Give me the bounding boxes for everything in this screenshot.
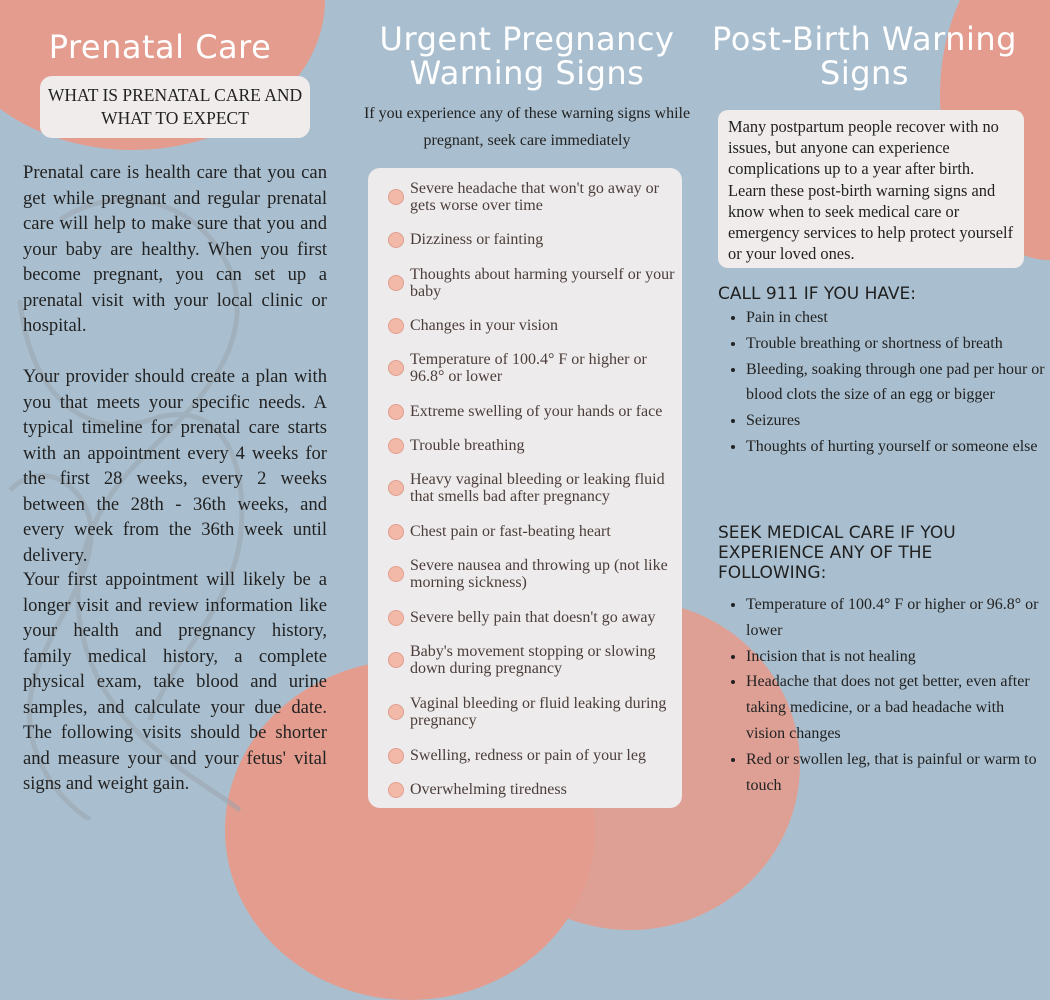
circle-bullet-icon (388, 524, 404, 540)
sign-text: Chest pain or fast-beating heart (410, 523, 611, 540)
sign-text: Baby's movement stopping or slowing down during pregnancy (410, 643, 656, 677)
circle-bullet-icon (388, 748, 404, 764)
list-item (388, 351, 678, 385)
circle-bullet-icon (388, 438, 404, 454)
list-item: • Headache that does not get better, even after taking medicine, or a bad headache with vision changes (746, 669, 1046, 746)
sign-text: Severe belly pain that doesn't go away (410, 609, 656, 626)
urgent-signs-intro: If you experience any of these warning signs while pregnant, seek care immediately (363, 105, 691, 149)
list-item (388, 471, 678, 505)
circle-bullet-icon (388, 360, 404, 376)
list-item (388, 747, 678, 764)
list-item: • Pain in chest (746, 305, 1046, 331)
prenatal-care-paragraph-3: Your first appointment will likely be a longer visit and review information like your health and pregnancy history, family medical history, a complete physical exam, take blood and urine samples, and calculate your due date. The following visits should be shorter and measure your and your fetus' vital signs and weight gain. (23, 569, 327, 794)
list-item: • Temperature of 100.4° F or higher or 96.8° or lower (746, 592, 1046, 644)
prenatal-care-paragraph-1: Prenatal care is health care that you can get while pregnant and regular prenatal care will help to make sure that you and your baby are healthy. When you first become pregnant, you can set up a prenatal visit with your local clinic or hospital. (23, 162, 327, 336)
list-item (388, 557, 678, 591)
post-birth-title-line2: Signs (820, 54, 909, 92)
list-item (388, 437, 678, 454)
circle-bullet-icon (388, 704, 404, 720)
circle-bullet-icon (388, 318, 404, 334)
sign-text: Extreme swelling of your hands or face (410, 403, 663, 420)
sign-text: Changes in your vision (410, 317, 558, 334)
circle-bullet-icon (388, 275, 404, 291)
list-item: • Seizures (746, 408, 1046, 434)
circle-bullet-icon (388, 566, 404, 582)
list-item (388, 643, 678, 677)
list-item (388, 781, 678, 798)
circle-bullet-icon (388, 232, 404, 248)
post-birth-title-line1: Post-Birth Warning (712, 20, 1017, 58)
list-item (388, 266, 678, 300)
prenatal-care-subtitle: WHAT IS PRENATAL CARE AND WHAT TO EXPECT (40, 76, 310, 138)
list-item (388, 403, 678, 420)
list-item (388, 180, 678, 214)
list-item: • Trouble breathing or shortness of breath (746, 331, 1046, 357)
sign-text: Temperature of 100.4° F or higher or 96.8° or lower (410, 351, 647, 385)
list-item: • Thoughts of hurting yourself or someone else (746, 434, 1046, 460)
prenatal-care-paragraph-2: Your provider should create a plan with you that meets your specific needs. A typical timeline for prenatal care starts with an appointment every 4 weeks for the first 28 weeks, every 2 weeks between the 28th - 36th weeks, and every week from the 36th week until delivery. (23, 366, 327, 566)
circle-bullet-icon (388, 189, 404, 205)
post-birth-info-box (718, 110, 1024, 268)
call-911-heading: CALL 911 IF YOU HAVE: (718, 284, 916, 304)
list-item: • Red or swollen leg, that is painful or warm to touch (746, 747, 1046, 799)
list-item: • Bleeding, soaking through one pad per hour or blood clots the size of an egg or bigger (746, 357, 1046, 409)
urgent-signs-panel (368, 168, 682, 808)
prenatal-care-title: Prenatal Care (48, 28, 272, 66)
urgent-signs-title-line2: Warning Signs (409, 54, 645, 92)
sign-text: Thoughts about harming yourself or your baby (410, 266, 675, 300)
sign-text: Dizziness or fainting (410, 231, 544, 248)
sign-text: Heavy vaginal bleeding or leaking fluid that smells bad after pregnancy (410, 471, 665, 505)
post-birth-info-text: Many postpartum people recover with no issues, but anyone can experience complications up to a year after birth. Learn these post-birth warning signs and know when to seek medical care or emergency services to help protect yourself or your loved ones. (728, 117, 1014, 264)
sign-text: Trouble breathing (410, 437, 525, 454)
circle-bullet-icon (388, 610, 404, 626)
list-item (388, 695, 678, 729)
sign-text: Vaginal bleeding or fluid leaking during pregnancy (410, 695, 667, 729)
circle-bullet-icon (388, 480, 404, 496)
list-item: • Incision that is not healing (746, 644, 1046, 670)
list-item (388, 609, 678, 626)
sign-text: Overwhelming tiredness (410, 781, 567, 798)
seek-care-list (728, 592, 1046, 798)
list-item (388, 523, 678, 540)
sign-text: Swelling, redness or pain of your leg (410, 747, 646, 764)
urgent-signs-title-line1: Urgent Pregnancy (379, 20, 675, 58)
sign-text: Severe headache that won't go away or gets worse over time (410, 180, 659, 214)
seek-care-heading: SEEK MEDICAL CARE IF YOU EXPERIENCE ANY OF THE FOLLOWING: (718, 523, 956, 583)
list-item (388, 231, 678, 248)
list-item (388, 317, 678, 334)
circle-bullet-icon (388, 782, 404, 798)
circle-bullet-icon (388, 404, 404, 420)
urgent-signs-title (352, 22, 702, 90)
circle-bullet-icon (388, 652, 404, 668)
sign-text: Severe nausea and throwing up (not like morning sickness) (410, 557, 668, 591)
post-birth-title (702, 22, 1027, 90)
call-911-list (728, 305, 1046, 460)
